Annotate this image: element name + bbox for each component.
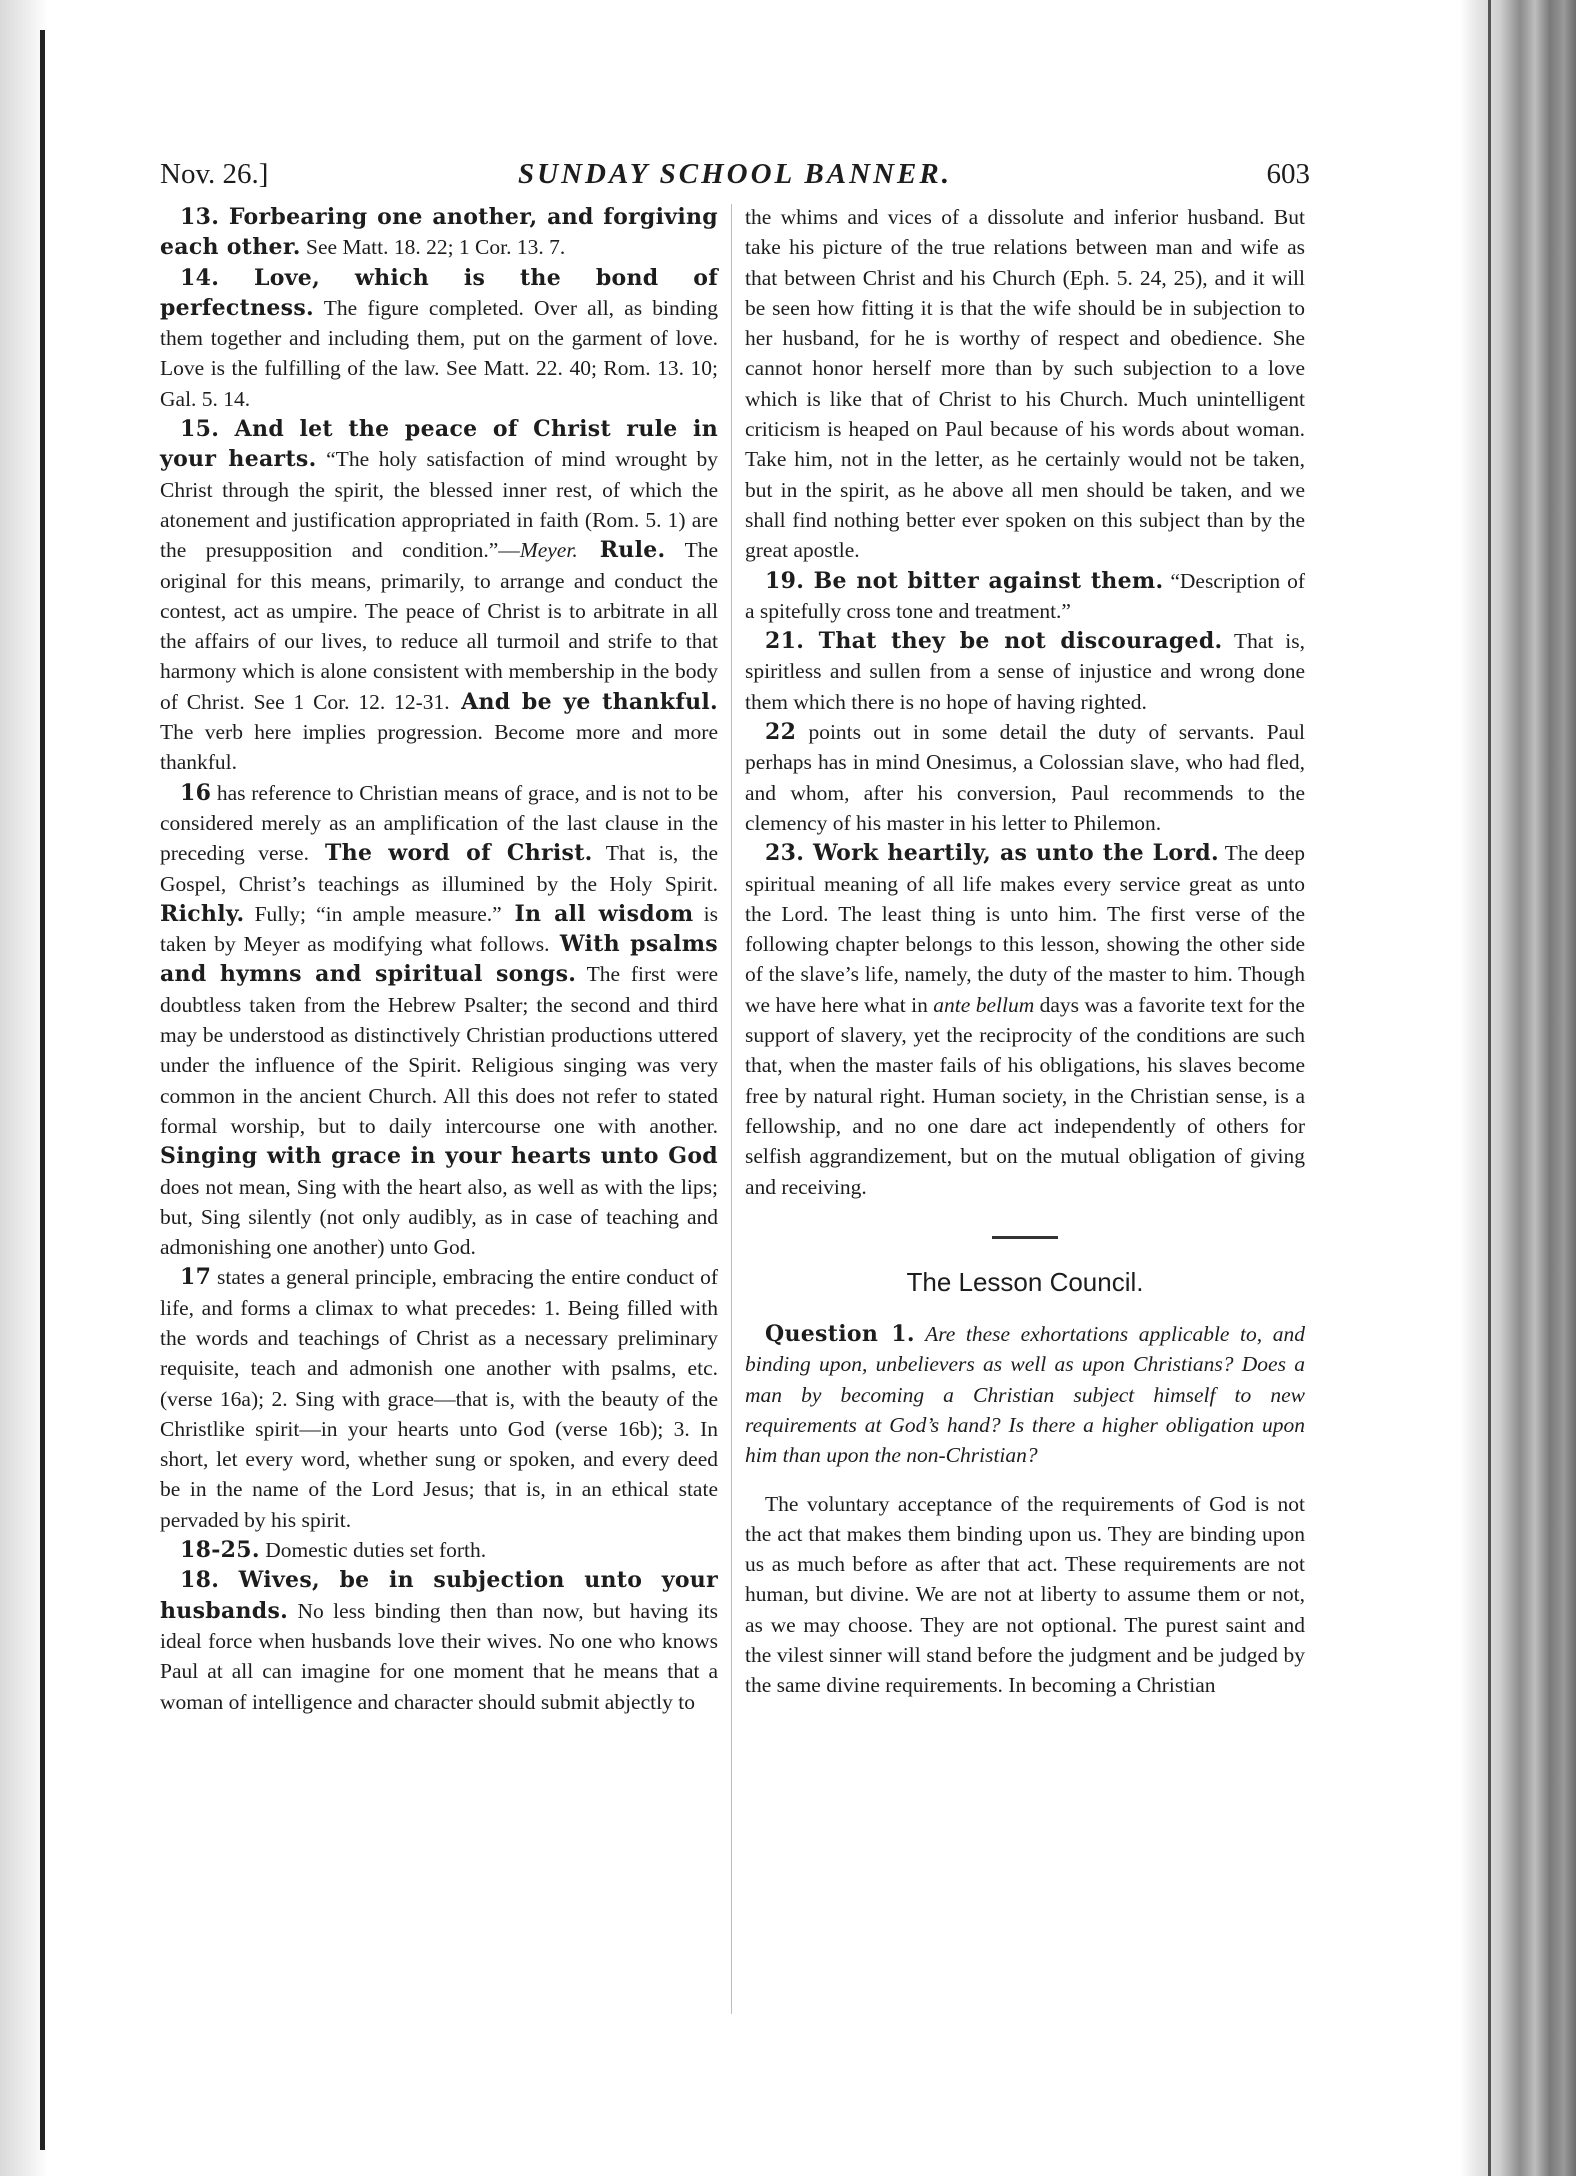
verse-23-ante-bellum: ante bellum bbox=[933, 992, 1035, 1017]
verse-17-number: 17 bbox=[180, 1264, 212, 1291]
answer-1-text: The voluntary acceptance of the requirements of God is not the act that makes them binding upon us. They are binding upon us as much before as after that act. These requirements are not human, but divine. We are not at liberty to assume them or not, as we may choose. They are not optional. The purest saint and the vilest sinner will stand before the judgment and be judged by the same divine requirements. In becoming a Christian bbox=[745, 1491, 1305, 1698]
scan-left-binding-line bbox=[40, 30, 45, 2150]
verse-16-word-term: The word of Christ. bbox=[308, 840, 593, 867]
verse-19-text: “Description of a spitefully cross tone and treatment.” bbox=[745, 568, 1305, 623]
answer-1 bbox=[745, 1489, 1305, 1701]
note-verse-13 bbox=[160, 202, 718, 263]
column-divider bbox=[731, 204, 732, 2014]
verse-16-text-2: That is, the Gospel, Christ’s teachings as illumined by the Holy Spirit. bbox=[160, 841, 719, 896]
section-title: The Lesson Council. bbox=[906, 1266, 1144, 1297]
note-verse-19 bbox=[745, 566, 1305, 627]
note-verse-21 bbox=[745, 626, 1305, 717]
verse-14-heading: 14. Love, which is the bond of perfectness. bbox=[160, 264, 718, 321]
verse-13-text: See Matt. 18. 22; 1 Cor. 13. 7. bbox=[300, 235, 566, 260]
verse-15-text-3: The verb here implies progression. Become more and more thankful. bbox=[160, 720, 718, 775]
verse-16-richly-term: Richly. bbox=[160, 900, 245, 927]
verse-22-text: points out in some detail the duty of servants. Paul perhaps has in mind Onesimus, a Colossian slave, who had fled, and whom, after his conversion, Paul recommends to the clemency of his master in his letter to Philemon. bbox=[745, 720, 1305, 835]
verse-15-thankful-term: And be ye thankful. bbox=[449, 688, 718, 715]
header-page-number: 603 bbox=[1266, 158, 1310, 190]
verse-18-text: No less binding then than now, but having its ideal force when husbands love their wives. No one who knows Paul at all can imagine for one moment that he means that a woman of intelligence and character should submit abjectly to bbox=[160, 1598, 718, 1714]
verses-18-25-heading: 18-25. bbox=[180, 1537, 260, 1564]
left-column bbox=[160, 202, 718, 1717]
verse-18-heading: 18. Wives, be in subjection unto your husbands. bbox=[160, 1567, 718, 1624]
scan-right-page-stack-line bbox=[1488, 0, 1491, 2176]
verse-15-text-1: “The holy satisfaction of mind wrought by Christ through the spirit, the blessed inner rest, of which the atonement and justification appropriated in faith (Rom. 5. 1) are the presupposition and condition.”— bbox=[160, 447, 718, 563]
verse-15-rule-term: Rule. bbox=[577, 537, 666, 564]
note-verse-15 bbox=[160, 414, 718, 778]
page bbox=[160, 120, 1310, 2140]
note-verse-17 bbox=[160, 1262, 718, 1535]
section-divider bbox=[992, 1236, 1058, 1239]
verse-23-text-2: days was a favorite text for the support of slavery, yet the reciprocity of the conditions are such that, when the master fails of his obligations, his slaves become free by natural right. Human society, in the Christian sense, is a fellowship, and no one dare act independently of others for selfish aggrandizement, but on the mutual obligation of giving and receiving. bbox=[745, 992, 1305, 1199]
note-verse-22 bbox=[745, 717, 1305, 838]
verse-16-number: 16 bbox=[180, 779, 212, 806]
verse-17-text: states a general principle, embracing the entire conduct of life, and forms a climax to what precedes: 1. Being filled with the words and teachings of Christ as a necessary preliminary requisite, teach and admonish one another with psalms, etc. (verse 16a); 2. Sing with grace—that is, with the beauty of the Christlike spirit—in your hearts unto God (verse 16b); 3. In short, let every word, whether sung or spoken, and every deed be in the name of the Lord Jesus; that is, in an ethical state pervaded by his spirit. bbox=[160, 1265, 718, 1532]
note-verse-18-continued bbox=[745, 202, 1305, 566]
verse-15-citation: Meyer. bbox=[519, 538, 578, 563]
right-column bbox=[745, 202, 1305, 1701]
verse-21-heading: 21. That they be not discouraged. bbox=[765, 628, 1223, 655]
verse-23-heading: 23. Work heartily, as unto the Lord. bbox=[765, 840, 1219, 867]
header-date: Nov. 26.] bbox=[160, 158, 269, 190]
note-verse-14 bbox=[160, 263, 718, 414]
header-title: SUNDAY SCHOOL BANNER. bbox=[518, 158, 952, 190]
verse-14-text: The figure completed. Over all, as binding them together and including them, put on the garment of love. Love is the fulfilling of the law. See Matt. 22. 40; Rom. 13. 10; Gal. 5. 14. bbox=[160, 295, 718, 411]
question-1 bbox=[745, 1319, 1305, 1470]
verses-18-25-text: Domestic duties set forth. bbox=[259, 1538, 487, 1563]
note-verses-18-25 bbox=[160, 1535, 718, 1565]
verse-19-heading: 19. Be not bitter against them. bbox=[765, 567, 1164, 594]
verse-18-continued-text: the whims and vices of a dissolute and inferior husband. But take his picture of the true relations between man and wife as that between Christ and his Church (Eph. 5. 24, 25), and it will be seen how fitting it is that the wife should be in subjection to her husband, for he is worthy of respect and obedience. She cannot honor herself more than by such subjection to a love which is like that of Christ to his Church. Much unintelligent criticism is heaped on Paul because of his words about woman. Take him, not in the letter, as he certainly would not be taken, but in the spirit, as he above all men should be taken, and we shall find nothing better ever spoken on this subject than by the great apostle. bbox=[745, 205, 1305, 563]
verse-15-heading: 15. And let the peace of Christ rule in your hearts. bbox=[160, 416, 718, 473]
verse-16-text-5: The first were doubtless taken from the Hebrew Psalter; the second and third may be understood as distinctively Christian productions uttered under the influence of the Spirit. Religious singing was very common in the ancient Church. All this does not refer to stated formal worship, but to daily intercourse one with another. bbox=[160, 962, 718, 1138]
verse-16-text-6: does not mean, Sing with the heart also, as well as with the lips; but, Sing silently (not only audibly, as in case of teaching and admonishing one another) unto God. bbox=[160, 1174, 718, 1260]
verse-16-psalms-term: With psalms and hymns and spiritual songs. bbox=[160, 931, 718, 988]
verse-16-text-1: has reference to Christian means of grace, and is not to be considered merely as an amplification of the last clause in the preceding verse. bbox=[160, 780, 718, 866]
running-header bbox=[160, 138, 1310, 188]
verse-13-heading: 13. Forbearing one another, and forgiving each other. bbox=[160, 204, 718, 261]
question-1-text: Are these exhortations applicable to, and binding upon, unbelievers as well as upon Christians? Does a man by becoming a Christian subject himself to new requirements at God’s hand? Is there a higher obligation upon him than upon the non-Christian? bbox=[745, 1322, 1305, 1468]
verse-16-text-4: is taken by Meyer as modifying what follows. bbox=[160, 901, 718, 957]
note-verse-18 bbox=[160, 1565, 718, 1716]
verse-23-text-1: The deep spiritual meaning of all life makes every service great as unto the Lord. The least thing is unto him. The first verse of the following chapter belongs to this lesson, showing the other side of the slave’s life, namely, the duty of the master to him. Though we have here what in bbox=[745, 841, 1305, 1017]
question-1-label: Question 1. bbox=[765, 1321, 915, 1348]
verse-16-text-3: Fully; “in ample measure.” bbox=[244, 901, 502, 926]
verse-16-singing-term: Singing with grace in your hearts unto God bbox=[160, 1143, 718, 1170]
note-verse-23 bbox=[745, 838, 1305, 1202]
scan-right-edge bbox=[1460, 0, 1576, 2176]
note-verse-16 bbox=[160, 778, 718, 1263]
verse-21-text: That is, spiritless and sullen from a sense of injustice and wrong done them which there is no hope of having righted. bbox=[745, 629, 1305, 714]
verse-16-wisdom-term: In all wisdom bbox=[501, 900, 694, 927]
verse-15-text-2: The original for this means, primarily, to arrange and conduct the contest, act as umpire. The peace of Christ is to arbitrate in all the affairs of our lives, to reduce all turmoil and strife to that harmony which is alone consistent with membership in the body of Christ. See 1 Cor. 12. 12-31. bbox=[160, 538, 718, 714]
verse-22-number: 22 bbox=[765, 719, 797, 746]
